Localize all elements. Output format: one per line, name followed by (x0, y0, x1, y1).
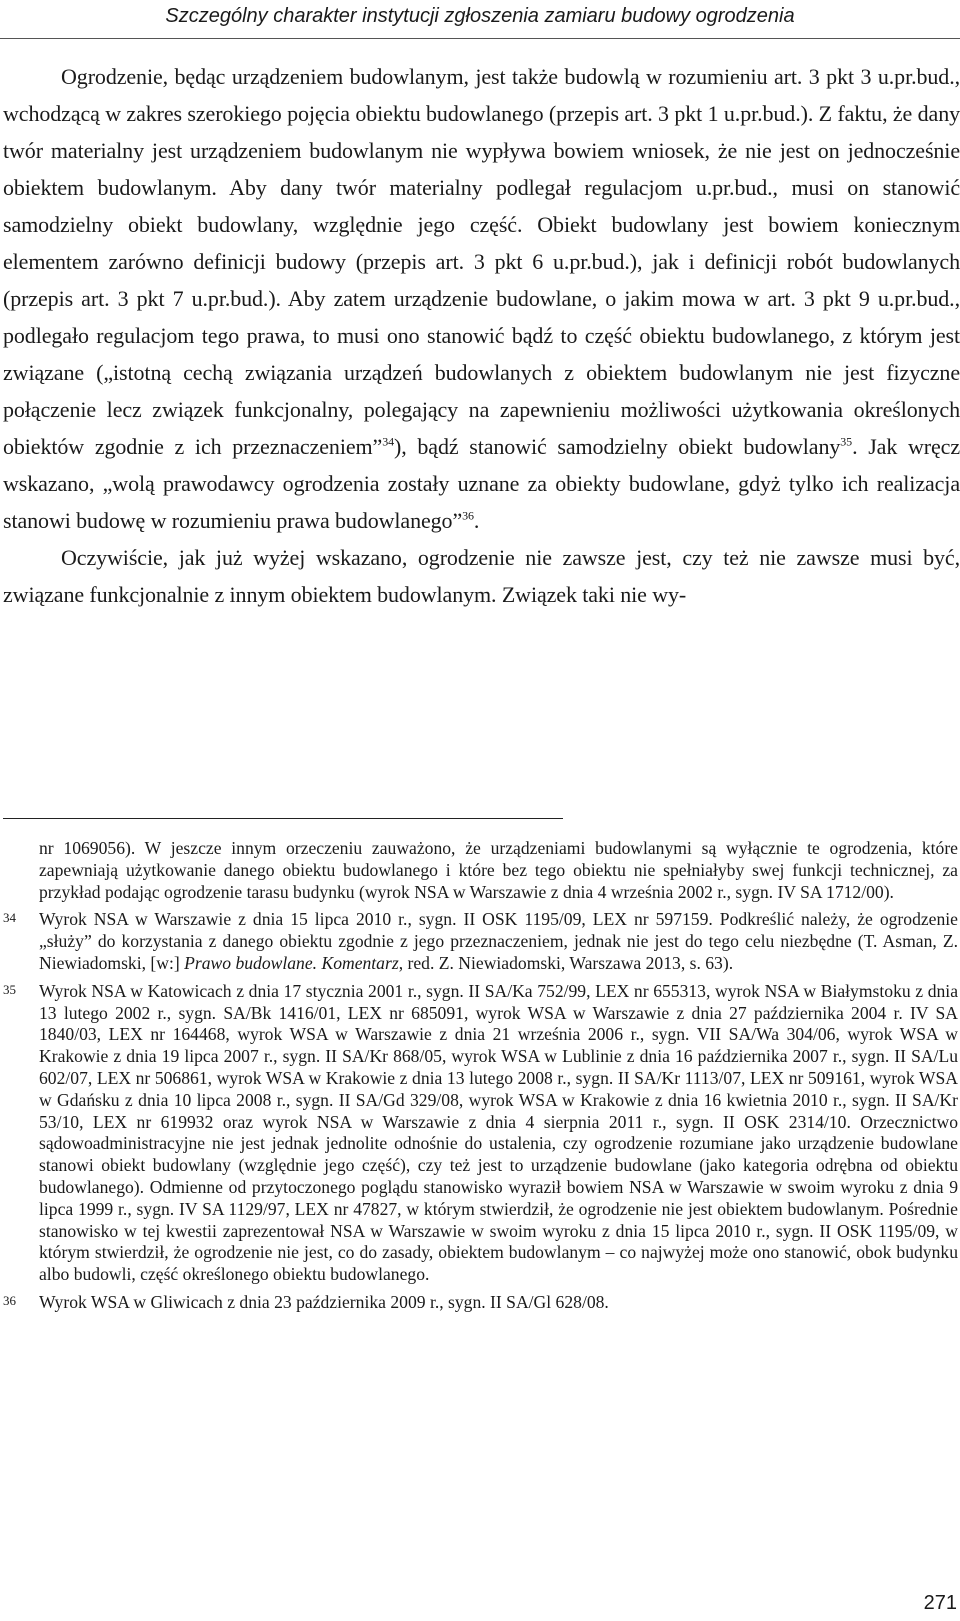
footnote-ref-34: 34 (382, 434, 394, 449)
footnotes (3, 838, 958, 1320)
footnote-36-text: Wyrok WSA w Gliwicach z dnia 23 października 2009 r., sygn. II SA/Gl 628/08. (39, 1291, 609, 1312)
footnote-36-number: 36 (3, 1292, 16, 1308)
header-divider (0, 38, 960, 39)
footnote-continued-text: nr 1069056). W jeszcze innym orzeczeniu zauważono, że urządzeniami budowlanymi są wyłącznie te ogrodzenia, które zapewniają użytkowanie danego obiektu budowlanego i które bez tego obiektu nie spełniałyby swej funkcji technicznej, za przykład podając ogrodzenie tarasu budynku (wyrok NSA w Warszawie z dnia 4 września 2002 r., sygn. IV SA 1712/00). (39, 838, 958, 902)
paragraph-1-text-b: ), bądź stanowić samodzielny obiekt budowlany (394, 434, 841, 459)
footnote-ref-36: 36 (462, 508, 474, 523)
footnote-34 (3, 909, 958, 974)
footnote-34-book-title: Prawo budowlane. Komentarz (184, 952, 399, 973)
footnote-continued (3, 838, 958, 903)
footnote-ref-35: 35 (840, 434, 853, 449)
paragraph-1-text-a: Ogrodzenie, będąc urządzeniem budowlanym, jest także budowlą w rozumieniu art. 3 pkt 3 u.pr.bud., wchodzącą w zakres szerokiego pojęcia obiektu budowlanego (przepis art. 3 pkt 1 u.pr.bud.). Z faktu, że dany twór materialny jest urządzeniem budowlanym nie wypływa bowiem wniosek, że nie jest on jednocześnie obiektem budowlanym. Aby dany twór materialny podlegał regulacjom u.pr.bud., musi on stanowić samodzielny obiekt budowlany, względnie jego część. Obiekt budowlany jest bowiem koniecznym elementem zarówno definicji budowy (przepis art. 3 pkt 6 u.pr.bud.), jak i definicji robót budowlanych (przepis art. 3 pkt 7 u.pr.bud.). Aby zatem urządzenie budowlane, o jakim mowa w art. 3 pkt 9 u.pr.bud., podlegało regulacjom tego prawa, to musi ono stanowić bądź to część obiektu budowlanego, z którym jest związane („istotną cechą związania urządzeń budowlanych z obiektem budowlanym nie jest fizyczne połączenie lecz związek funkcjonalny, polegający na zapewnieniu możliwości użytkowania określonych obiektów zgodnie z ich przeznaczeniem” (3, 64, 960, 459)
footnote-36 (3, 1292, 958, 1314)
footnote-35 (3, 981, 958, 1286)
paragraph-2: Oczywiście, jak już wyżej wskazano, ogrodzenie nie zawsze jest, czy też nie zawsze musi być, związane funkcjonalnie z innym obiektem budowlanym. Związek taki nie wy- (3, 545, 960, 607)
paragraph-1-text-c: . Jak wręcz wskazano, „wolą prawodawcy ogrodzenia zostały uznane za obiekty budowlane, gdyż tylko ich realizacja stanowi budowę w rozumieniu prawa budowlanego” (3, 434, 960, 533)
paragraph-1-text-d: . (473, 508, 480, 533)
footnote-35-number: 35 (3, 981, 16, 997)
paragraph-1 (3, 58, 960, 539)
page-number: 271 (923, 1592, 957, 1614)
running-header (0, 0, 960, 38)
footnote-divider (3, 818, 563, 819)
footnote-34-number: 34 (3, 910, 16, 926)
footnote-35-text: Wyrok NSA w Katowicach z dnia 17 stycznia 2001 r., sygn. II SA/Ka 752/99, LEX nr 655313, wyrok NSA w Białymstoku z dnia 13 lutego 2002 r., sygn. SA/Bk 1416/01, LEX nr 685091, wyrok WSA w Warszawie z dnia 27 października 2004 r. IV SA 1840/03, LEX nr 164468, wyrok WSA w Warszawie z dnia 21 września 2006 r., sygn. VII SA/Wa 304/06, wyrok WSA w Krakowie z dnia 19 lipca 2007 r., sygn. II SA/Kr 868/05, wyrok WSA w Lublinie z dnia 16 października 2007 r., sygn. II SA/Lu 602/07, LEX nr 506861, wyrok WSA w Krakowie z dnia 13 lutego 2008 r., sygn. II SA/Kr 1113/07, LEX nr 509161, wyrok WSA w Gdańsku z dnia 10 lipca 2008 r., sygn. II SA/Gd 329/08, wyrok WSA w Krakowie z dnia 16 kwietnia 2010 r., sygn. II SA/Kr 53/10, LEX nr 619932 oraz wyrok NSA w Warszawie z dnia 4 sierpnia 2011 r., sygn. II OSK 2314/10. Orzecznictwo sądowoadministracyjne nie jest jednak jednolite odnośnie do ustalenia, czy ogrodzenie rozumiane jako urządzenie budowlane stanowi obiekt budowlany (względnie jego część), czy też jest to urządzenie budowlane (jako kategoria odrębna od obiektu budowlanego). Odmienne od przytoczonego poglądu stanowisko wyraził bowiem NSA w Warszawie w swoim wyroku z dnia 9 lipca 1999 r., sygn. IV SA 1129/97, LEX nr 47827, w którym stwierdził, że ogrodzenie nie jest obiektem budowlanym. Pośrednie stanowisko w tej kwestii zaprezentował NSA w Warszawie w swoim wyroku z dnia 15 lipca 2010 r., sygn. II OSK 1195/09, w którym stwierdził, że ogrodzenie nie jest, co do zasady, obiektem budowlanym – co najwyżej może ono stanowić, obok budynku albo budowli, część określonego obiektu budowlanego. (39, 980, 958, 1285)
footnote-34-text-a: Wyrok NSA w Warszawie z dnia 15 lipca 2010 r., sygn. II OSK 1195/09, LEX nr 597159. Podkreślić należy, że ogrodzenie „służy” do korzystania z danego obiektu zgodnie z jego przeznaczeniem, jednak nie jest do tego celu niezbędne (T. Asman, Z. Niewiadomski, [w:] (39, 909, 958, 973)
footnote-34-text-b: , red. Z. Niewiadomski, Warszawa 2013, s. 63). (398, 952, 734, 973)
running-title: Szczególny charakter instytucji zgłoszenia zamiaru budowy ogrodzenia (165, 5, 795, 27)
main-text (3, 58, 960, 613)
